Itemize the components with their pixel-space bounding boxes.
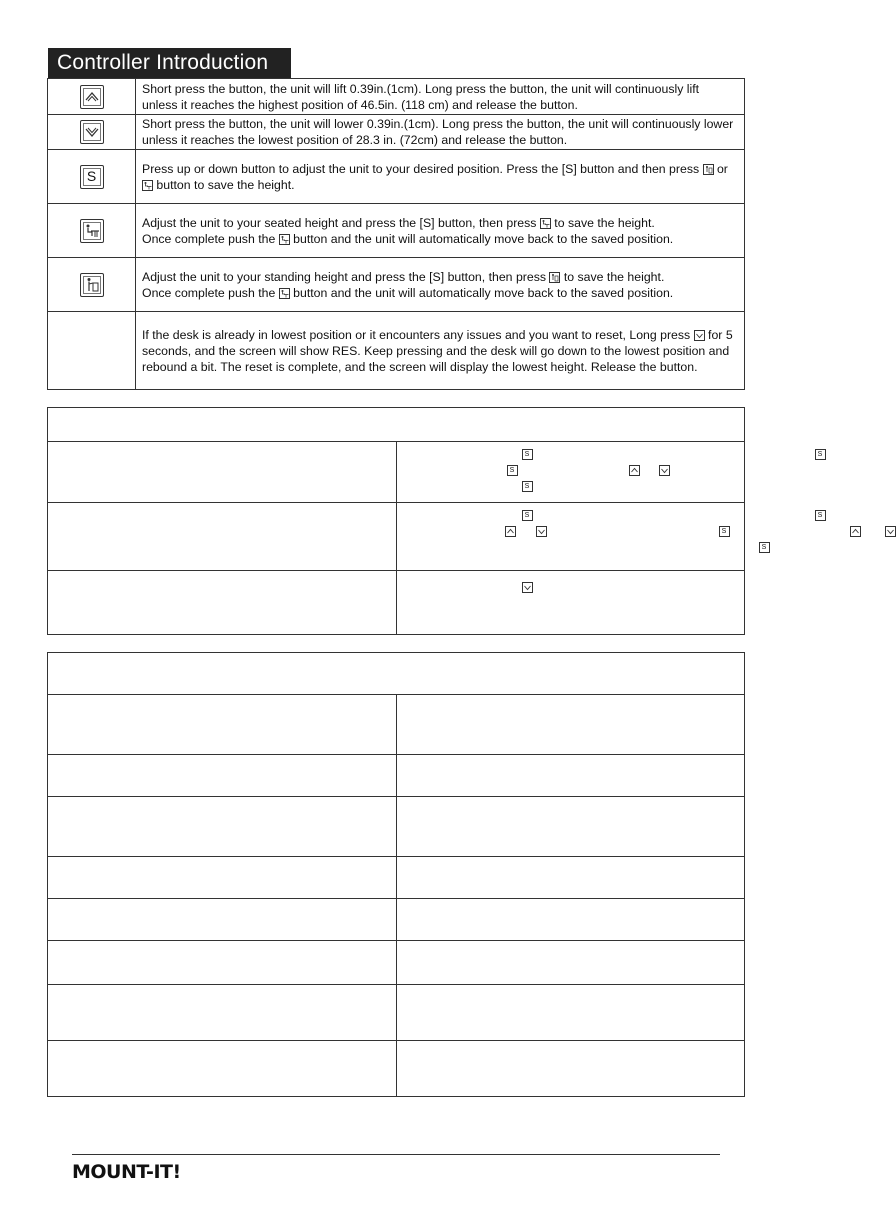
s-mini-icon: S: [522, 449, 533, 460]
down-arrow-mini-icon: [694, 330, 705, 341]
seated-preset-mini-icon: [540, 218, 551, 229]
down-arrow-icon: [80, 120, 104, 144]
s-mini-icon: S: [522, 481, 533, 492]
down-arrow-mini-icon: [522, 582, 533, 593]
intro-row-up: [48, 79, 745, 115]
settings-row: [48, 571, 745, 635]
intro-text-seated: Adjust the unit to your seated height and press the [S] button, then press to save the height. Once complete push the button and the unit will automatically move back to the saved position.: [136, 204, 745, 258]
s-mini-icon: S: [759, 542, 770, 553]
s-mini-icon: S: [815, 449, 826, 460]
intro-text-reset: If the desk is already in lowest position or it encounters any issues and you want to reset, Long press for 5 seconds, and the screen will show RES. Keep pressing and the desk will go down to the lowest position and rebound a bit. The reset is complete, and the screen will display the lowest height. Release the button.: [136, 312, 745, 390]
controller-intro-table: [47, 78, 745, 390]
up-arrow-mini-icon: [629, 465, 640, 476]
intro-text-up: Short press the button, the unit will lift 0.39in.(1cm). Long press the button, the unit will continuously lift unless it reaches the highest position of 46.5in. (118 cm) and release the button.: [136, 79, 745, 115]
settings-table: [47, 407, 823, 635]
error-row: [48, 941, 745, 985]
down-arrow-mini-icon: [536, 526, 547, 537]
down-arrow-mini-icon: [659, 465, 670, 476]
error-header-row: [48, 653, 745, 695]
s-mini-icon: S: [522, 510, 533, 521]
error-row: [48, 695, 745, 755]
intro-row-s: [48, 150, 745, 204]
error-row: [48, 755, 745, 797]
standing-preset-mini-icon: [703, 164, 714, 175]
s-button-icon: S: [80, 165, 104, 189]
up-arrow-icon: [80, 85, 104, 109]
s-mini-icon: S: [719, 526, 730, 537]
intro-row-down: [48, 115, 745, 150]
error-row: [48, 857, 745, 899]
seated-preset-mini-icon: [279, 234, 290, 245]
intro-text-standing: Adjust the unit to your standing height and press the [S] button, then press to save the height. Once complete push the button and the unit will automatically move back to the saved position.: [136, 258, 745, 312]
intro-row-standing: [48, 258, 745, 312]
settings-header-row: [48, 408, 745, 442]
settings-row: [48, 503, 745, 571]
intro-row-seated: [48, 204, 745, 258]
s-mini-icon: S: [815, 510, 826, 521]
s-mini-icon: S: [507, 465, 518, 476]
settings-row: [48, 442, 745, 503]
seated-preset-icon: [80, 219, 104, 243]
down-arrow-mini-icon: [885, 526, 896, 537]
error-row: [48, 899, 745, 941]
error-codes-table: [47, 652, 745, 1097]
footer-rule: [72, 1154, 720, 1155]
brand-logo: MOUNT-IT!: [72, 1161, 181, 1183]
up-arrow-mini-icon: [850, 526, 861, 537]
intro-text-s: Press up or down button to adjust the unit to your desired position. Press the [S] button and then press or button to save the height.: [136, 150, 745, 204]
standing-preset-icon: [80, 273, 104, 297]
section-title: Controller Introduction: [48, 48, 291, 78]
error-row: [48, 797, 745, 857]
standing-preset-mini-icon: [549, 272, 560, 283]
seated-preset-mini-icon: [279, 288, 290, 299]
seated-preset-mini-icon: [142, 180, 153, 191]
intro-text-down: Short press the button, the unit will lower 0.39in.(1cm). Long press the button, the unit will continuously lower unless it reaches the lowest position of 28.3 in. (72cm) and release the button.: [136, 115, 745, 150]
error-row: [48, 985, 745, 1041]
up-arrow-mini-icon: [505, 526, 516, 537]
intro-row-reset: [48, 312, 745, 390]
error-row: [48, 1041, 745, 1097]
